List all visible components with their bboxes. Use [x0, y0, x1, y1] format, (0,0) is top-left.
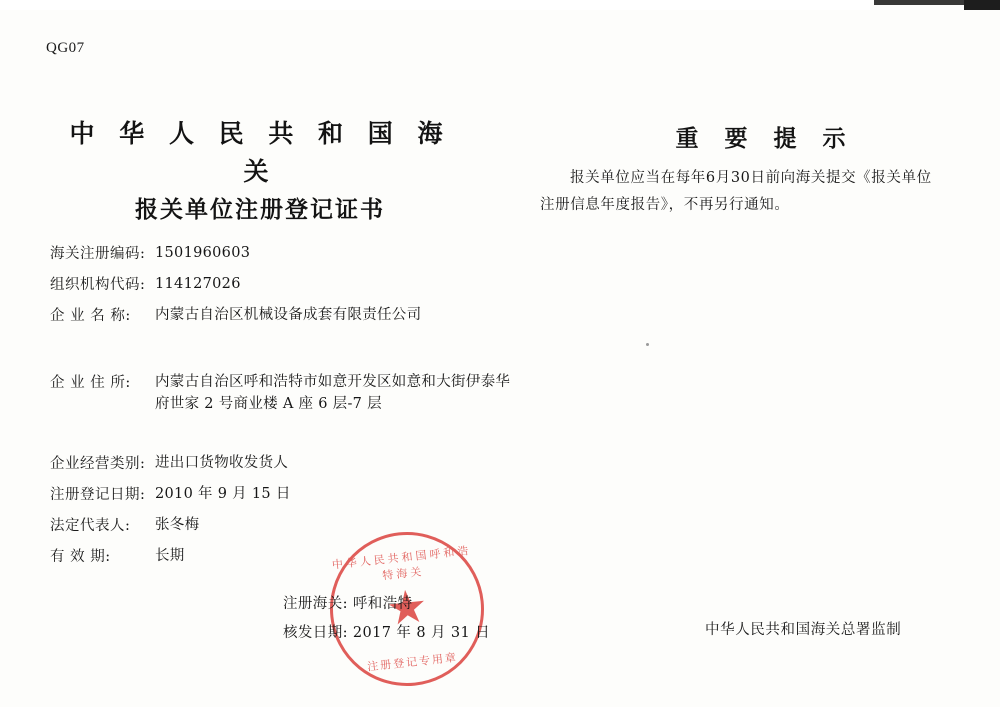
field-customs-registration-code	[50, 242, 520, 264]
star-icon: ★	[383, 580, 431, 636]
field-label: 有 效 期:	[50, 549, 111, 565]
field-value: 2010 年 9 月 15 日	[155, 486, 291, 502]
register-customs: 注册海关: 呼和浩特	[283, 596, 413, 612]
field-label: 企 业 住 所:	[50, 375, 131, 391]
field-label: 海关注册编码:	[50, 246, 146, 262]
field-value: 内蒙古自治区呼和浩特市如意开发区如意和大街伊泰华府世家 2 号商业楼 A 座 6 层-7 层	[155, 374, 511, 413]
supervisor-text: 中华人民共和国海关总署监制	[705, 622, 902, 638]
certificate-title	[60, 115, 460, 229]
scan-artifact-corner	[964, 0, 1000, 10]
field-label: 法定代表人:	[50, 518, 131, 534]
field-label: 企 业 名 称:	[50, 308, 131, 324]
field-label: 组织机构代码:	[50, 277, 146, 293]
spacer	[50, 335, 520, 371]
field-enterprise-address	[50, 371, 520, 417]
spacer	[50, 426, 520, 452]
scan-speck	[646, 343, 649, 346]
document-code: QG07	[46, 40, 85, 56]
field-value: 进出口货物收发货人	[155, 455, 289, 471]
title-line-1: 中 华 人 民 共 和 国 海 关	[69, 119, 451, 186]
notice-title: 重 要 提 示	[675, 125, 855, 152]
issue-date: 核发日期: 2017 年 8 月 31 日	[283, 625, 491, 641]
field-legal-representative	[50, 514, 520, 536]
field-value: 长期	[155, 548, 185, 564]
field-enterprise-name	[50, 304, 520, 326]
footer-left-block	[283, 590, 490, 648]
seal-top-text: 中华人民共和国呼和浩特海关	[331, 544, 472, 583]
field-list	[50, 242, 520, 576]
notice-body: 报关单位应当在每年6月30日前向海关提交《报关单位注册信息年度报告》，不再另行通知。	[540, 170, 932, 213]
scan-top-edge	[0, 0, 1000, 8]
field-value: 1501960603	[155, 245, 251, 261]
field-organization-code	[50, 273, 520, 295]
seal-bottom-text: 注册登记专用章	[366, 650, 459, 674]
field-registration-date	[50, 483, 520, 505]
certificate-body	[0, 10, 1000, 707]
field-value: 张冬梅	[155, 517, 200, 533]
field-label: 注册登记日期:	[50, 487, 146, 503]
field-business-category	[50, 452, 520, 474]
title-line-2: 报关单位注册登记证书	[135, 196, 385, 223]
field-value: 内蒙古自治区机械设备成套有限责任公司	[155, 307, 422, 323]
field-value: 114127026	[155, 276, 241, 292]
scan-artifact-strip	[874, 0, 964, 5]
field-label: 企业经营类别:	[50, 456, 146, 472]
